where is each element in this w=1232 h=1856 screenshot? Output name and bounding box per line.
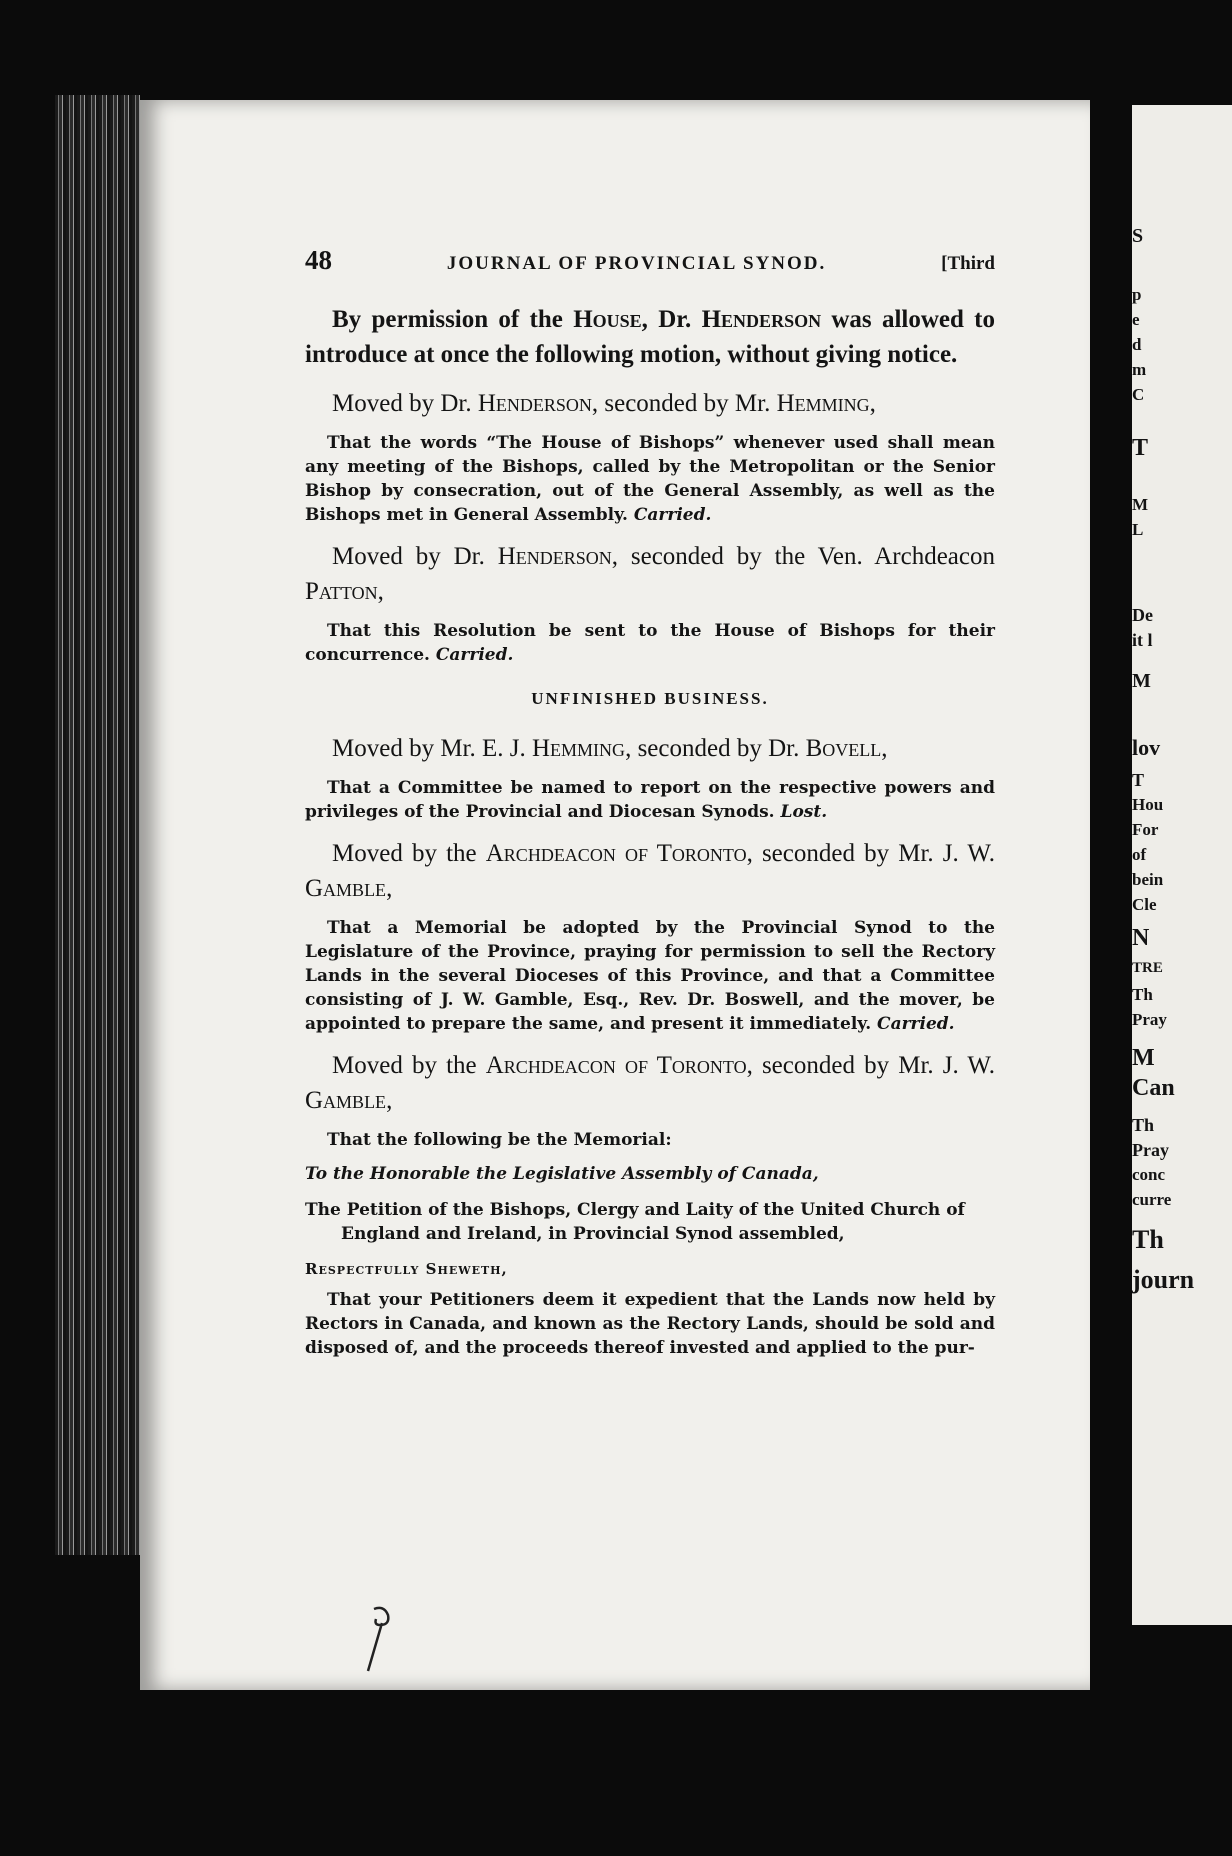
memorial-address: To the Honorable the Legislative Assembly of Canada, bbox=[305, 1164, 819, 1184]
section-marker: [Third bbox=[941, 253, 995, 274]
petition-heading: The Petition of the Bishops, Clergy and Laity of the United Church of England and Ireland, in Provincial Synod assembled, bbox=[305, 1200, 965, 1244]
pencil-mark-icon bbox=[360, 1605, 400, 1675]
motion-hemming-bovell: Moved by Mr. E. J. Hemming, seconded by Dr. Bovell, bbox=[332, 735, 888, 762]
journal-title: JOURNAL OF PROVINCIAL SYNOD. bbox=[446, 253, 827, 274]
facing-page-fragment: Th bbox=[1132, 1225, 1164, 1254]
facing-page-fragment: e bbox=[1132, 310, 1140, 329]
petition-body: That your Petitioners deem it expedient that the Lands now held by Rectors in Canada, and known as the Rectory Lands, should be sold and disposed of, and the proceeds thereof invested and applied to the pur- bbox=[305, 1290, 995, 1358]
resolution-concurrence: That this Resolution be sent to the House of Bishops for their concurrence. Carried. bbox=[305, 621, 995, 665]
facing-page-fragment: lov bbox=[1132, 735, 1161, 760]
motion-archdeacon-gamble-2: Moved by the Archdeacon of Toronto, seconded by Mr. J. W. Gamble, bbox=[305, 1052, 995, 1114]
facing-page-fragment: TRE bbox=[1132, 960, 1163, 976]
facing-page-fragment: T bbox=[1132, 770, 1145, 790]
facing-page-fragment: Hou bbox=[1132, 795, 1164, 814]
facing-page-fragment: N bbox=[1132, 925, 1150, 951]
facing-page-fragment: M bbox=[1132, 670, 1151, 692]
section-heading: UNFINISHED BUSINESS. bbox=[531, 689, 769, 708]
page-number: 48 bbox=[305, 245, 332, 275]
book-page bbox=[140, 100, 1090, 1690]
resolution-committee-powers: That a Committee be named to report on the respective powers and privileges of the Provincial and Diocesan Synods. Lost. bbox=[305, 778, 995, 822]
facing-page-fragment: Can bbox=[1132, 1075, 1175, 1101]
facing-page-fragment: Cle bbox=[1132, 895, 1157, 914]
resolution-following-memorial: That the following be the Memorial: bbox=[327, 1130, 672, 1150]
facing-page-fragment: Th bbox=[1132, 1115, 1155, 1135]
facing-page-fragment: m bbox=[1132, 360, 1147, 379]
motion-henderson-hemming: Moved by Dr. Henderson, seconded by Mr. Hemming, bbox=[332, 390, 876, 417]
facing-page-fragment: Pray bbox=[1132, 1010, 1167, 1029]
facing-page-fragment: d bbox=[1132, 335, 1142, 354]
facing-page-fragment: T bbox=[1132, 435, 1149, 461]
facing-page-fragment: For bbox=[1132, 820, 1159, 839]
resolution-house-of-bishops: That the words “The House of Bishops” whenever used shall mean any meeting of the Bishops, called by the Metropolitan or the Senior Bishop by consecration, out of the General Assembly, as well as the Bishops met in General Assembly. Carried. bbox=[305, 433, 995, 525]
facing-page-fragment: curre bbox=[1132, 1190, 1172, 1209]
facing-page-fragment: journ bbox=[1132, 1265, 1195, 1294]
salutation: Respectfully Sheweth, bbox=[305, 1260, 508, 1278]
facing-page-fragment: of bbox=[1132, 845, 1147, 864]
facing-page-fragment: L bbox=[1132, 520, 1144, 539]
facing-page-fragment: Th bbox=[1132, 985, 1153, 1004]
book-binding-edge bbox=[55, 95, 140, 1555]
page-content bbox=[305, 245, 995, 1372]
facing-page-fragment: it l bbox=[1132, 630, 1153, 650]
resolution-memorial-rectory-lands: That a Memorial be adopted by the Provincial Synod to the Legislature of the Province, praying for permission to sell the Rectory Lands in the several Dioceses of this Province, and that a Committee consisting of J. W. Gamble, Esq., Rev. Dr. Boswell, and the mover, be appointed to prepare the same, and present it immediately. Carried. bbox=[305, 918, 995, 1034]
facing-page-edge bbox=[1132, 105, 1232, 1625]
facing-page-fragment: p bbox=[1132, 285, 1142, 304]
facing-page-fragment: S bbox=[1132, 225, 1144, 247]
facing-page-fragment: Pray bbox=[1132, 1140, 1169, 1160]
facing-page-fragment: M bbox=[1132, 495, 1149, 514]
facing-page-fragment: M bbox=[1132, 1045, 1155, 1071]
motion-archdeacon-gamble-1: Moved by the Archdeacon of Toronto, seconded by Mr. J. W. Gamble, bbox=[305, 840, 995, 902]
facing-page-fragment: bein bbox=[1132, 870, 1164, 889]
facing-page-fragment: conc bbox=[1132, 1165, 1166, 1184]
running-head bbox=[305, 245, 995, 276]
facing-page-fragment: De bbox=[1132, 605, 1153, 625]
facing-page-fragment: C bbox=[1132, 385, 1145, 404]
permission-paragraph: By permission of the House, Dr. Henderson was allowed to introduce at once the following motion, without giving notice. bbox=[305, 306, 996, 368]
motion-henderson-patton: Moved by Dr. Henderson, seconded by the Ven. Archdeacon Patton, bbox=[305, 543, 996, 605]
